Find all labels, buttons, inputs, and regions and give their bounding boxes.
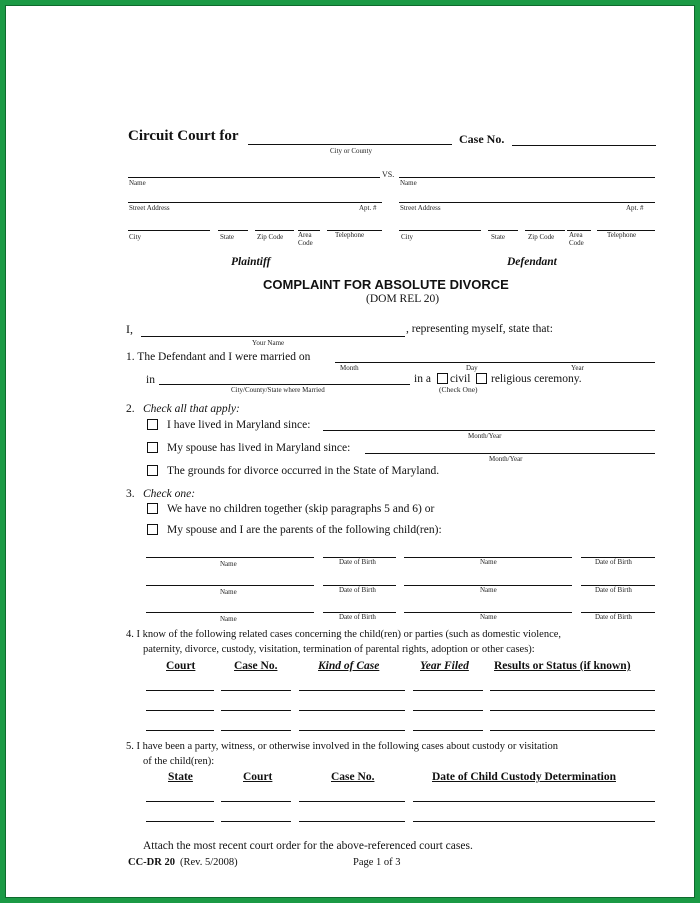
check-one-caption: (Check One) <box>439 385 478 394</box>
form-id: CC-DR 20 <box>128 857 175 868</box>
item5-row2-court[interactable] <box>221 821 291 822</box>
defendant-street-field[interactable] <box>399 202 655 203</box>
plaintiff-street-field[interactable] <box>128 202 382 203</box>
marriage-date-field[interactable] <box>335 362 655 363</box>
defendant-name-field[interactable] <box>399 177 655 178</box>
plaintiff-label: Plaintiff <box>231 256 271 268</box>
marriage-place-field[interactable] <box>159 384 410 385</box>
item4-row2-case[interactable] <box>221 710 291 711</box>
children-checkbox[interactable] <box>147 524 158 535</box>
form-page <box>5 5 695 898</box>
child4-dob-caption: Date of Birth <box>595 586 632 594</box>
item3-num: 3. <box>126 488 135 500</box>
plaintiff-name-caption: Name <box>129 179 146 187</box>
item4-col-year: Year Filed <box>420 660 469 672</box>
plaintiff-state-field[interactable] <box>218 230 248 231</box>
child1-dob-caption: Date of Birth <box>339 558 376 566</box>
defendant-name-caption: Name <box>400 179 417 187</box>
defendant-state-caption: State <box>491 233 505 241</box>
court-city-field[interactable] <box>248 144 452 145</box>
item4-row2-court[interactable] <box>146 710 214 711</box>
item4-row2-kind[interactable] <box>299 710 405 711</box>
grounds-checkbox[interactable] <box>147 465 158 476</box>
item5-line1: 5. I have been a party, witness, or otherwise involved in the following cases about custody or visitation <box>126 741 559 752</box>
civil-checkbox[interactable] <box>437 373 448 384</box>
form-revision: (Rev. 5/2008) <box>180 857 238 868</box>
item4-line2: paternity, divorce, custody, visitation, termination of parental rights, adoption or other cases): <box>143 644 535 655</box>
case-no-field[interactable] <box>512 145 656 146</box>
plaintiff-name-field[interactable] <box>128 177 380 178</box>
child3-name-caption: Name <box>220 588 237 596</box>
item5-row2-case[interactable] <box>299 821 405 822</box>
item5-col-date: Date of Child Custody Determination <box>432 771 616 783</box>
defendant-phone-caption: Telephone <box>607 231 637 239</box>
no-children-label: We have no children together (skip paragraphs 5 and 6) or <box>167 503 435 515</box>
child4-name-caption: Name <box>480 586 497 594</box>
item4-row3-results[interactable] <box>490 730 655 731</box>
item4-col-results: Results or Status (if known) <box>494 660 631 672</box>
item4-row2-year[interactable] <box>413 710 483 711</box>
plaintiff-apt-caption: Apt. # <box>359 204 377 212</box>
child6-dob-caption: Date of Birth <box>595 613 632 621</box>
form-subtitle: (DOM REL 20) <box>366 293 440 305</box>
defendant-state-field[interactable] <box>488 230 518 231</box>
item5-row1-court[interactable] <box>221 801 291 802</box>
month-caption: Month <box>340 364 359 372</box>
item1-in-a: in a <box>414 373 431 385</box>
child5-name-caption: Name <box>220 615 237 623</box>
item4-row1-kind[interactable] <box>299 690 405 691</box>
attach-note: Attach the most recent court order for the above-referenced court cases. <box>143 840 473 852</box>
child3-dob-caption: Date of Birth <box>339 586 376 594</box>
defendant-area-caption-2: Code <box>569 239 584 247</box>
spouse-lived-label: My spouse has lived in Maryland since: <box>167 442 351 454</box>
plaintiff-city-field[interactable] <box>128 230 210 231</box>
item5-row1-state[interactable] <box>146 801 214 802</box>
civil-label: civil <box>450 373 471 385</box>
item5-col-case-no: Case No. <box>331 771 375 783</box>
place-caption: City/County/State where Married <box>231 386 325 394</box>
plaintiff-zip-field[interactable] <box>255 230 294 231</box>
religious-label: religious ceremony. <box>491 373 582 385</box>
day-caption: Day <box>466 364 478 372</box>
spouse-lived-date-field[interactable] <box>365 453 655 454</box>
item5-line2: of the child(ren): <box>143 756 215 767</box>
child5-dob-caption: Date of Birth <box>339 613 376 621</box>
item4-row1-court[interactable] <box>146 690 214 691</box>
item4-row1-year[interactable] <box>413 690 483 691</box>
child6-name-caption: Name <box>480 613 497 621</box>
child1-name-field[interactable] <box>146 557 314 558</box>
child2-name-caption: Name <box>480 558 497 566</box>
defendant-zip-caption: Zip Code <box>528 233 555 241</box>
no-children-checkbox[interactable] <box>147 503 158 514</box>
month-year-caption-2: Month/Year <box>489 455 523 463</box>
your-name-caption: Your Name <box>252 339 285 347</box>
defendant-street-caption: Street Address <box>400 204 441 212</box>
item5-row1-date[interactable] <box>413 801 655 802</box>
lived-maryland-date-field[interactable] <box>323 430 655 431</box>
vs-label: VS. <box>382 170 395 179</box>
item4-row3-case[interactable] <box>221 730 291 731</box>
item5-row1-case[interactable] <box>299 801 405 802</box>
defendant-city-caption: City <box>401 233 414 241</box>
defendant-apt-caption: Apt. # <box>626 204 644 212</box>
defendant-label: Defendant <box>507 256 557 268</box>
plaintiff-area-caption-2: Code <box>298 239 313 247</box>
item2-num: 2. <box>126 403 135 415</box>
intro-i: I, <box>126 322 133 336</box>
plaintiff-phone-caption: Telephone <box>335 231 365 239</box>
year-caption: Year <box>571 364 584 372</box>
page-number: Page 1 of 3 <box>353 857 401 868</box>
your-name-field[interactable] <box>141 336 405 337</box>
plaintiff-zip-caption: Zip Code <box>257 233 284 241</box>
plaintiff-area-caption-1: Area <box>298 231 312 239</box>
child5-name-field[interactable] <box>146 612 314 613</box>
child3-name-field[interactable] <box>146 585 314 586</box>
item3-heading: Check one: <box>143 488 196 500</box>
item5-row2-date[interactable] <box>413 821 655 822</box>
item4-row2-results[interactable] <box>490 710 655 711</box>
item4-row1-results[interactable] <box>490 690 655 691</box>
intro-representing: , representing myself, state that: <box>406 323 553 335</box>
child2-dob-caption: Date of Birth <box>595 558 632 566</box>
religious-checkbox[interactable] <box>476 373 487 384</box>
plaintiff-state-caption: State <box>220 233 234 241</box>
spouse-lived-checkbox[interactable] <box>147 442 158 453</box>
plaintiff-street-caption: Street Address <box>129 204 170 212</box>
children-label: My spouse and I are the parents of the following child(ren): <box>167 524 442 536</box>
case-no-label: Case No. <box>459 132 505 146</box>
item4-row3-kind[interactable] <box>299 730 405 731</box>
item1-in: in <box>146 374 155 386</box>
item4-col-kind: Kind of Case <box>318 660 380 672</box>
child1-name-caption: Name <box>220 560 237 568</box>
item5-row2-state[interactable] <box>146 821 214 822</box>
lived-maryland-checkbox[interactable] <box>147 419 158 430</box>
month-year-caption-1: Month/Year <box>468 432 502 440</box>
item1-text: 1. The Defendant and I were married on <box>126 351 311 363</box>
grounds-label: The grounds for divorce occurred in the State of Maryland. <box>167 465 440 477</box>
item4-line1: 4. I know of the following related cases concerning the child(ren) or parties (such as domestic violence, <box>126 629 562 640</box>
defendant-city-field[interactable] <box>399 230 481 231</box>
court-label: Circuit Court for <box>128 128 239 144</box>
lived-maryland-label: I have lived in Maryland since: <box>167 419 311 431</box>
defendant-area-caption-1: Area <box>569 231 583 239</box>
item5-col-court: Court <box>243 771 273 783</box>
item4-row3-year[interactable] <box>413 730 483 731</box>
item4-col-case-no: Case No. <box>234 660 278 672</box>
item4-row1-case[interactable] <box>221 690 291 691</box>
item2-heading: Check all that apply: <box>143 403 240 415</box>
item4-row3-court[interactable] <box>146 730 214 731</box>
defendant-zip-field[interactable] <box>525 230 565 231</box>
form-title: COMPLAINT FOR ABSOLUTE DIVORCE <box>263 277 509 292</box>
item4-col-court: Court <box>166 660 196 672</box>
item5-col-state: State <box>168 771 193 783</box>
city-caption: City or County <box>330 147 373 155</box>
plaintiff-city-caption: City <box>129 233 142 241</box>
